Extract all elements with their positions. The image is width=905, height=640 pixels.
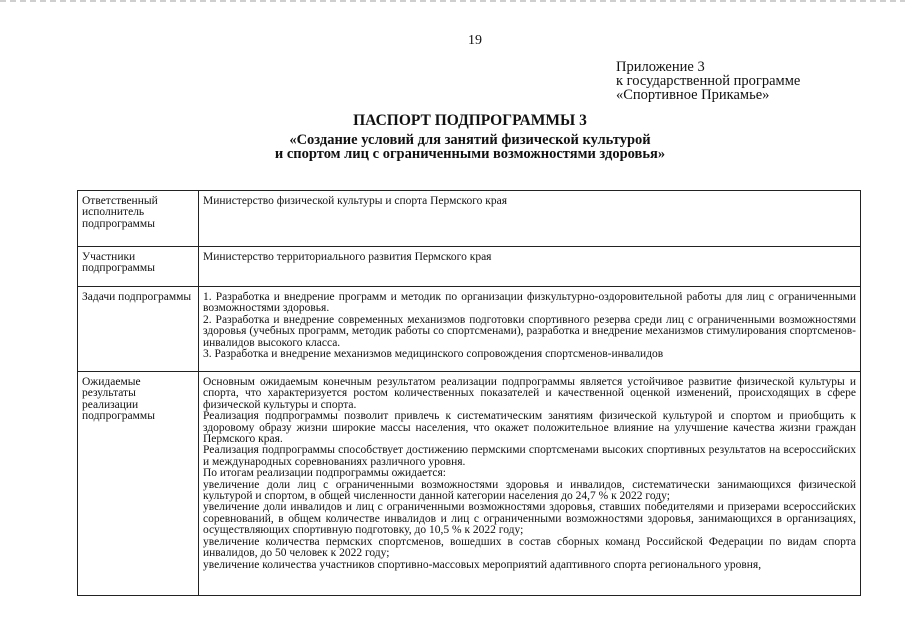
paragraph: Основным ожидаемым конечным результатом реализации подпрограммы является устойчивое развитие физической культуры и спорта, что характеризуется ростом количественных показателей и качественной оценкой изменений, происходящих в сфере физической культуры и спорта. xyxy=(203,376,856,411)
appendix-line: к государственной программе xyxy=(616,73,801,89)
paragraph: 1. Разработка и внедрение программ и методик по организации физкультурно-оздоровительной работы для лиц с ограниченными возможностями здоровья. xyxy=(203,291,856,315)
appendix-line: Приложение 3 xyxy=(616,59,705,75)
paragraph: По итогам реализации подпрограммы ожидается: xyxy=(203,467,446,480)
paragraph: Реализация подпрограммы позволит привлечь к систематическим занятиям физической культурой и спортом и приобщить к здоровому образу жизни широкие массы населения, что окажет положительное влияние на улучшение качества жизни граждан Пермского края. xyxy=(203,410,856,446)
table-row xyxy=(78,372,861,596)
paragraph: Реализация подпрограммы способствует достижению пермскими спортсменами высоких спортивных результатов на всероссийских и международных соревнованиях различного уровня. xyxy=(203,444,856,468)
appendix-header xyxy=(616,60,800,102)
row-value xyxy=(199,191,861,247)
table-row xyxy=(78,287,861,372)
page-number: 19 xyxy=(468,33,482,48)
row-value xyxy=(199,247,861,287)
table-row xyxy=(78,247,861,287)
row-value xyxy=(199,287,861,372)
subtitle-line: и спортом лиц с ограниченными возможностями здоровья» xyxy=(274,146,666,162)
paragraph: Министерство физической культуры и спорта Пермского края xyxy=(203,195,508,207)
paragraph: увеличение количества пермских спортсменов, вошедших в состав сборных команд Российской Федерации по видам спорта инвалидов, до 50 человек к 2022 году; xyxy=(203,535,856,560)
paragraph: увеличение доли лиц с ограниченными возможностями здоровья и инвалидов, систематически занимающихся физической культурой и спортом, в общей численности данной категории населения до 24,7 % к 2022 году; xyxy=(203,478,856,503)
subtitle-line: «Создание условий для занятий физической культурой xyxy=(289,132,651,148)
row-value xyxy=(199,372,861,596)
scan-edge xyxy=(0,0,905,2)
appendix-line: «Спортивное Прикамье» xyxy=(616,87,770,103)
row-label: Ожидаемые результаты реализации подпрограммы xyxy=(78,372,199,596)
paragraph: Министерство территориального развития Пермского края xyxy=(203,251,492,263)
paragraph: увеличение доли инвалидов и лиц с ограниченными возможностями здоровья, ставших победителями и призерами всероссийских соревнований, в общем количестве инвалидов и лиц с ограниченными возможностями здоровья, занимающихся в организациях, осуществляющих спортивную подготовку, до 10,5 % к 2022 году; xyxy=(203,501,856,537)
row-label: Задачи подпрограммы xyxy=(78,287,199,372)
passport-table xyxy=(77,190,861,596)
row-label: Ответственный исполнитель подпрограммы xyxy=(78,191,199,247)
document-title: ПАСПОРТ ПОДПРОГРАММЫ 3 xyxy=(353,112,587,129)
paragraph: увеличение количества участников спортивно-массовых мероприятий адаптивного спорта регионального уровня, xyxy=(203,558,762,571)
paragraph: 2. Разработка и внедрение современных механизмов подготовки спортивного резерва среди лиц с ограниченными возможностями здоровья (учебных программ, методик работы со спортсменами), разработка и внедрение механизмов стимулирования спортсменов-инвалидов высокого класса. xyxy=(203,313,856,349)
table-row xyxy=(78,191,861,247)
paragraph: 3. Разработка и внедрение механизмов медицинского сопровождения спортсменов-инвалидов xyxy=(203,348,664,361)
row-label: Участники подпрограммы xyxy=(78,247,199,287)
document-subtitle xyxy=(0,133,905,161)
